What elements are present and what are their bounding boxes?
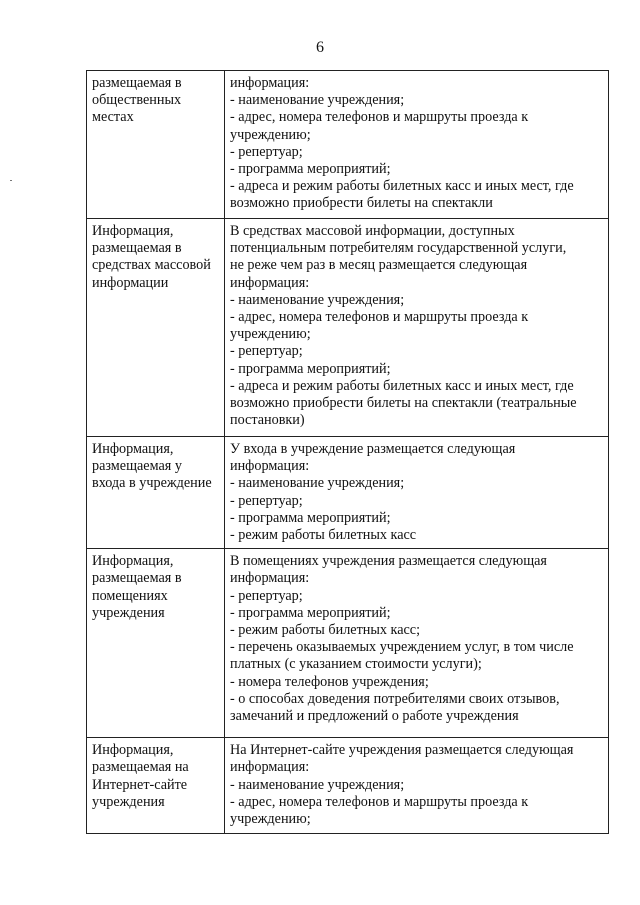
cell-text-line: - адрес, номера телефонов и маршруты проезда к — [230, 109, 529, 126]
cell-text-line: возможно приобрести билеты на спектакли (театральные — [230, 395, 577, 412]
cell-text-line: - режим работы билетных касс; — [230, 622, 421, 639]
cell-text-line: - о способах доведения потребителями своих отзывов, — [230, 690, 560, 707]
row-label-cell — [87, 219, 225, 437]
table-row — [87, 437, 609, 549]
cell-text-line: информация: — [230, 274, 310, 291]
cell-text-line: информация: — [230, 458, 310, 475]
cell-text-line: размещаемая у — [92, 458, 182, 475]
row-content-cell — [225, 549, 609, 738]
cell-text-line: учреждению; — [230, 811, 311, 828]
table-row — [87, 549, 609, 738]
cell-text-line: - репертуар; — [230, 143, 303, 160]
cell-text-line: - адрес, номера телефонов и маршруты проезда к — [230, 793, 529, 810]
cell-text-line: - программа мероприятий; — [230, 161, 391, 178]
cell-text-line: Информация, — [92, 742, 174, 759]
cell-text-line: У входа в учреждение размещается следующая — [230, 441, 516, 457]
cell-text-line: - репертуар; — [230, 587, 303, 604]
cell-text-line: - наименование учреждения; — [230, 92, 405, 109]
cell-text-line: Интернет-сайте — [92, 776, 188, 793]
cell-text-line: размещаемая в — [92, 240, 182, 257]
row-content-cell — [225, 437, 609, 549]
cell-text-line: потенциальным потребителям государственной услуги, — [230, 240, 567, 257]
row-label-cell — [87, 437, 225, 549]
scan-speck — [10, 180, 12, 181]
table-row — [87, 71, 609, 219]
cell-text-line: помещениях — [92, 587, 168, 604]
cell-text-line: - программа мероприятий; — [230, 509, 391, 526]
cell-text-line: Информация, — [92, 223, 174, 239]
cell-text-line: - адрес, номера телефонов и маршруты проезда к — [230, 309, 529, 326]
cell-text-line: входа в учреждение — [92, 475, 212, 492]
cell-text-line: Информация, — [92, 441, 174, 457]
cell-text-line: общественных — [92, 92, 182, 109]
cell-text-line: информация: — [230, 75, 310, 91]
row-content-cell — [225, 71, 609, 219]
cell-text-line: - репертуар; — [230, 492, 303, 509]
cell-text-line: информация: — [230, 570, 310, 587]
cell-text-line: В средствах массовой информации, доступных — [230, 223, 515, 239]
cell-text-line: размещаемая в — [92, 570, 182, 587]
table-row — [87, 219, 609, 437]
row-content-cell — [225, 738, 609, 834]
cell-text-line: учреждению; — [230, 326, 311, 343]
cell-text-line: Информация, — [92, 553, 174, 570]
cell-text-line: - адреса и режим работы билетных касс и иных мест, где — [230, 377, 574, 394]
page-number: 6 — [316, 39, 324, 56]
cell-text-line: - программа мероприятий; — [230, 604, 391, 621]
cell-text-line: возможно приобрести билеты на спектакли — [230, 195, 493, 212]
info-table — [86, 70, 609, 834]
cell-text-line: учреждения — [92, 604, 165, 621]
cell-text-line: - программа мероприятий; — [230, 360, 391, 377]
cell-text-line: - перечень оказываемых учреждением услуг, в том числе — [230, 639, 574, 656]
cell-text-line: платных (с указанием стоимости услуги); — [230, 656, 482, 673]
cell-text-line: - адреса и режим работы билетных касс и иных мест, где — [230, 178, 574, 195]
cell-text-line: учреждения — [92, 793, 165, 810]
cell-text-line: На Интернет-сайте учреждения размещается следующая — [230, 742, 574, 759]
cell-text-line: - режим работы билетных касс — [230, 527, 417, 544]
cell-text-line: не реже чем раз в месяц размещается следующая — [230, 257, 528, 274]
cell-text-line: размещаемая на — [92, 759, 189, 776]
cell-text-line: В помещениях учреждения размещается следующая — [230, 553, 547, 570]
cell-text-line: постановки) — [230, 412, 305, 429]
row-label-cell — [87, 738, 225, 834]
cell-text-line: - номера телефонов учреждения; — [230, 673, 429, 690]
cell-text-line: - наименование учреждения; — [230, 776, 405, 793]
cell-text-line: - наименование учреждения; — [230, 475, 405, 492]
cell-text-line: информации — [92, 274, 169, 291]
cell-text-line: средствах массовой — [92, 257, 211, 274]
table-row — [87, 738, 609, 834]
row-label-cell — [87, 549, 225, 738]
cell-text-line: - наименование учреждения; — [230, 291, 405, 308]
cell-text-line: местах — [92, 109, 134, 126]
cell-text-line: информация: — [230, 759, 310, 776]
cell-text-line: замечаний и предложений о работе учреждения — [230, 708, 519, 725]
cell-text-line: учреждению; — [230, 126, 311, 143]
cell-text-line: размещаемая в — [92, 75, 182, 91]
row-content-cell — [225, 219, 609, 437]
cell-text-line: - репертуар; — [230, 343, 303, 360]
row-label-cell — [87, 71, 225, 219]
